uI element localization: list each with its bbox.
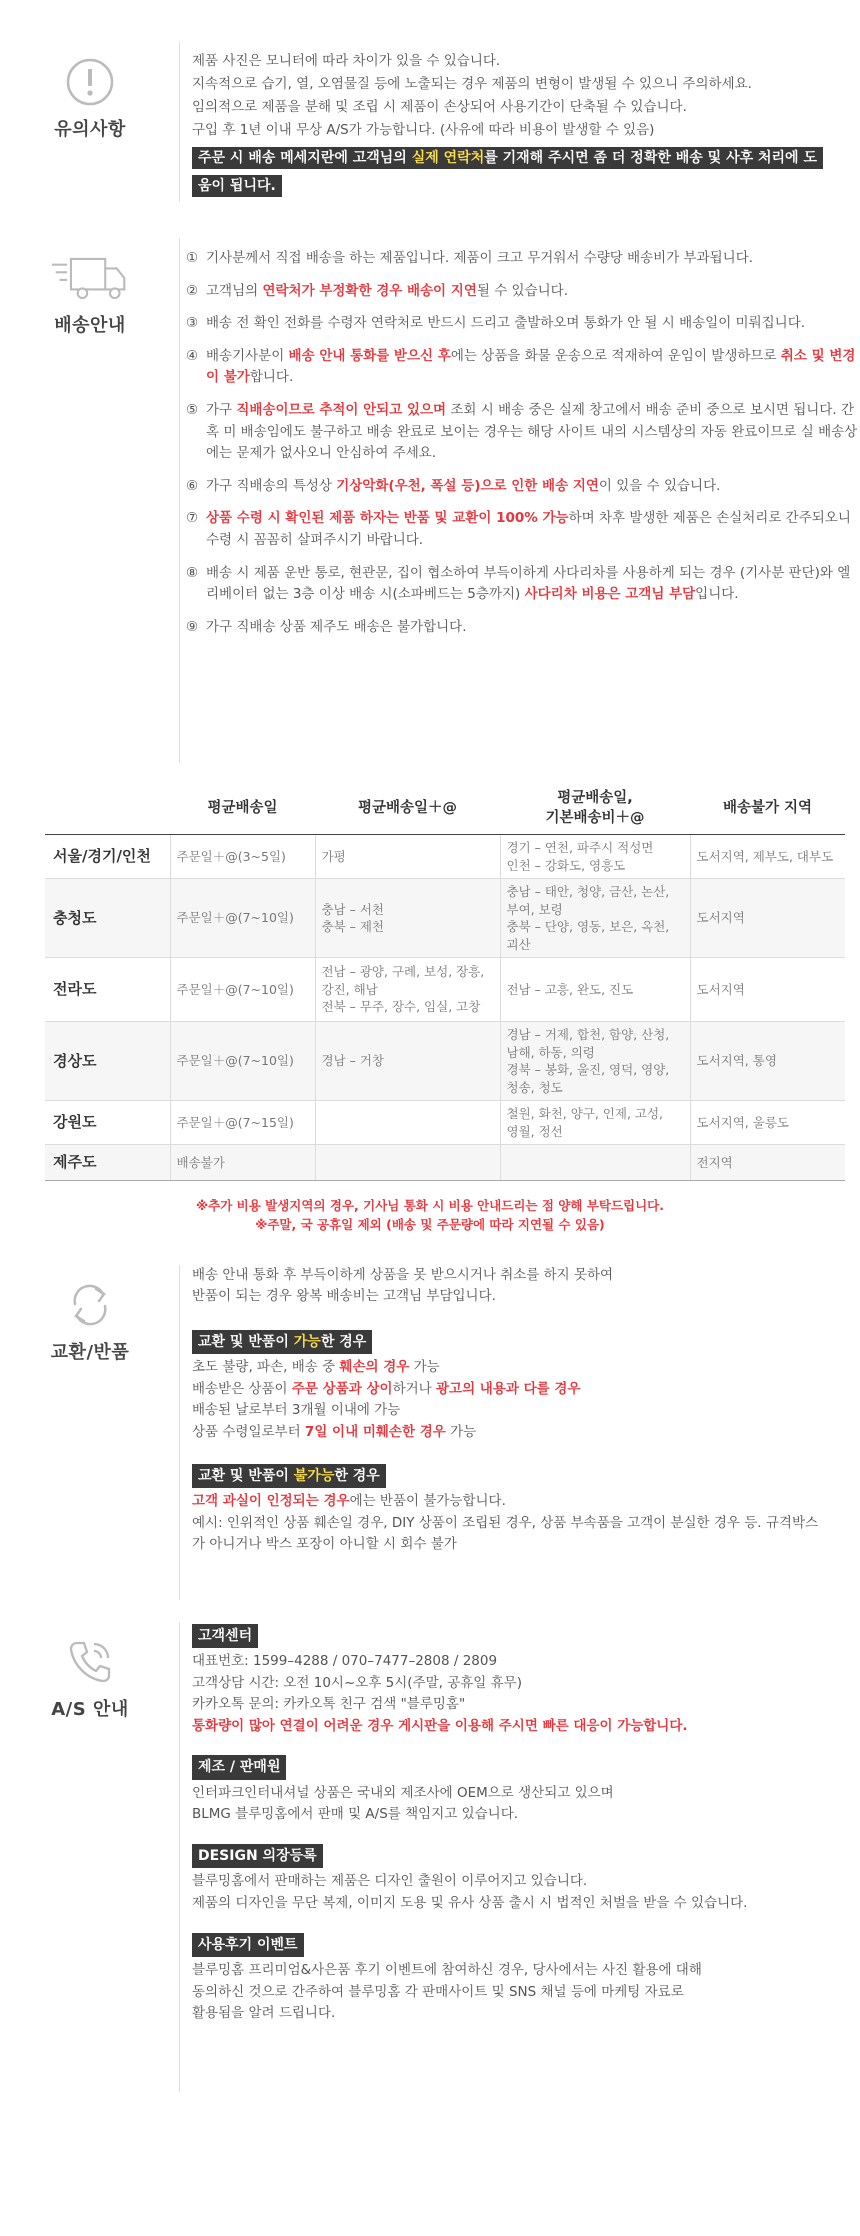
item-text: [206, 400, 860, 465]
table-cell: 도서지역, 제부도, 대부도: [690, 835, 845, 879]
design-line: 제품의 디자인을 무단 복제, 이미지 도용 및 유사 상품 출시 시 법적인 처벌을 받을 수 있습니다.: [192, 1894, 748, 1911]
text-segment: 가구 직배송 상품 제주도 배송은 불가합니다.: [206, 618, 467, 635]
shipping-content: [180, 238, 860, 763]
item-number: ⑨: [186, 618, 199, 635]
table-cell: 도서지역: [690, 958, 845, 1022]
exchange-intro: 반품이 되는 경우 왕복 배송비는 고객님 부담입니다.: [192, 1288, 496, 1305]
exclamation-circle-icon: [50, 52, 130, 112]
table-row: [45, 835, 845, 879]
red-emphasis-text: 7일 이내 미훼손한 경우: [304, 1423, 446, 1440]
table-cell: [315, 1145, 500, 1181]
text-segment: 초도 불량, 파손, 배송 중: [192, 1359, 340, 1376]
red-emphasis-text: 배송 안내 통화를 받으신 후: [288, 347, 451, 364]
cell-line: 충남 – 태안, 청양, 금산, 논산,: [506, 884, 670, 900]
table-row: [45, 1145, 845, 1181]
region-cell: 서울/경기/인천: [45, 835, 170, 879]
text-segment: 될 수 있습니다.: [476, 282, 569, 299]
table-notes: [0, 1197, 860, 1235]
table-row: [45, 879, 845, 958]
cell-line: 괴산: [506, 936, 531, 952]
exchange-possible-list: [192, 1357, 826, 1443]
text-segment: 배송받은 상품이: [192, 1380, 292, 1397]
caution-line: 제품 사진은 모니터에 따라 차이가 있을 수 있습니다.: [192, 53, 501, 69]
list-item: [186, 508, 860, 551]
table-cell: [500, 1022, 690, 1101]
table-header: 평균배송일, 기본배송비＋@: [500, 783, 690, 835]
list-item: [192, 1357, 826, 1379]
list-item: [186, 476, 860, 498]
table-cell: [500, 1101, 690, 1145]
text-segment: 하며 차후 발생한 제품은 손실처리로 간주되오니 수령 시 꼼꼼히 살펴주시기 바랍니다.: [206, 510, 851, 548]
cell-line: 충북 – 단양, 영동, 보은, 옥천,: [506, 919, 670, 935]
cs-line: 고객상담 시간: 오전 10시~오후 5시(주말, 공휴일 휴무): [192, 1674, 522, 1691]
caution-line: 임의적으로 제품을 분해 및 조립 시 제품이 손상되어 사용기간이 단축될 수 있습니다.: [192, 99, 687, 115]
item-number: ⑦: [186, 510, 199, 527]
table-cell: 도서지역, 울릉도: [690, 1101, 845, 1145]
table-cell: 주문일＋@(7~10일): [170, 1022, 315, 1101]
exchange-intro: 배송 안내 통화 후 부득이하게 상품을 못 받으시거나 취소를 하지 못하여: [192, 1266, 614, 1283]
table-cell: [500, 835, 690, 879]
cell-line: 가평: [321, 848, 346, 864]
delivery-truck-icon: [50, 248, 130, 308]
cs-notice: 통화량이 많아 연결이 어려운 경우 게시판을 이용해 주시면 빠른 대응이 가능합니다.: [192, 1717, 688, 1734]
region-cell: 전라도: [45, 958, 170, 1022]
cell-line: 전남 – 광양, 구례, 보성, 장흥,: [321, 964, 485, 980]
region-cell: 경상도: [45, 1022, 170, 1101]
table-row: [45, 1101, 845, 1145]
table-header: 배송불가 지역: [690, 783, 845, 835]
red-emphasis-text: 연락처가 부정확한 경우 배송이 지연: [262, 282, 477, 299]
cell-line: 철원, 화천, 양구, 인제, 고성,: [506, 1106, 664, 1122]
as-content: [180, 1622, 860, 2092]
item-text: [206, 281, 568, 303]
list-item: [186, 563, 860, 606]
text-segment: 배송기사분이: [206, 347, 289, 364]
table-cell: 도서지역: [690, 879, 845, 958]
caution-section: [0, 42, 860, 202]
divider: [179, 1265, 180, 1600]
table-cell: 배송불가: [170, 1145, 315, 1181]
review-line: 블루밍홈 프리미엄&사은품 후기 이벤트에 참여하신 경우, 당사에서는 사진 활용에 대해: [192, 1961, 702, 1978]
red-emphasis-text: 사다리차 비용은 고객님 부담: [524, 586, 696, 603]
note-line: ※추가 비용 발생지역의 경우, 기사님 통화 시 비용 안내드리는 점 양해 부탁드립니다.: [196, 1198, 664, 1214]
as-section: [0, 1622, 860, 2092]
list-item: [186, 248, 860, 270]
exchange-possible-tag: 교환 및 반품이 가능한 경우: [192, 1330, 372, 1354]
table-cell: [315, 1022, 500, 1101]
item-text: [206, 617, 467, 639]
review-event-tag: 사용후기 이벤트: [192, 1933, 304, 1957]
cell-line: 경기 – 연천, 파주시 적성면: [506, 840, 654, 856]
red-emphasis-text: 고객 과실이 인정되는 경우: [192, 1492, 350, 1509]
text-segment: 상품 수령일로부터: [192, 1423, 305, 1440]
divider: [179, 238, 180, 763]
review-line: 동의하신 것으로 간주하여 블루밍홈 각 판매사이트 및 SNS 채널 등에 마케팅 자료로: [192, 1983, 684, 2000]
table-cell: 주문일＋@(7~10일): [170, 879, 315, 958]
exchange-section: [0, 1265, 860, 1600]
list-item: [192, 1513, 826, 1556]
text-segment: 가능: [445, 1423, 477, 1440]
item-text: [206, 248, 753, 270]
table-header-row: [45, 783, 845, 835]
cell-line: 전남 – 고흥, 완도, 진도: [506, 981, 634, 997]
text-segment: 에는 상품을 화물 운송으로 적재하여 운임이 발생하므로: [450, 347, 781, 364]
highlight-keyword: 실제 연락처: [411, 150, 485, 166]
caution-line: 구입 후 1년 이내 무상 A/S가 가능합니다. (사유에 따라 비용이 발생할 수 있음): [192, 122, 655, 138]
item-number: ⑧: [186, 564, 199, 581]
divider: [179, 1622, 180, 2092]
cell-line: 경남 – 거제, 합천, 함양, 산청,: [506, 1027, 670, 1043]
list-item: [186, 617, 860, 639]
text-segment: 합니다.: [249, 369, 294, 386]
table-row: [45, 958, 845, 1022]
text-segment: 예시: 인위적인 상품 훼손일 경우, DIY 상품이 조립된 경우, 상품 부속품을 고객이 분실한 경우 등. 규격박스가 아니거나 박스 포장이 아니할 시 회수 불가: [192, 1514, 819, 1553]
table-cell: 주문일＋@(7~15일): [170, 1101, 315, 1145]
region-cell: 충청도: [45, 879, 170, 958]
as-side: [0, 1622, 180, 2092]
item-number: ④: [186, 347, 199, 364]
exchange-label: 교환/반품: [50, 1341, 130, 1363]
shipping-list: [186, 248, 860, 638]
text-segment: 가능: [409, 1359, 440, 1376]
table-header: 평균배송일＋@: [315, 783, 500, 835]
phone-icon: [50, 1632, 130, 1692]
text-segment: 고객님의: [206, 282, 263, 299]
table-cell: 주문일＋@(7~10일): [170, 958, 315, 1022]
manufacturer-tag: 제조 / 판매원: [192, 1755, 286, 1779]
item-number: ⑥: [186, 477, 199, 494]
red-emphasis-text: 훼손의 경우: [339, 1359, 410, 1376]
caution-label: 유의사항: [54, 119, 126, 140]
as-label: A/S 안내: [51, 1698, 129, 1720]
exchange-content: [180, 1265, 860, 1600]
list-item: [192, 1379, 826, 1401]
cell-line: 부여, 보령: [506, 901, 563, 917]
exchange-arrows-icon: [50, 1275, 130, 1335]
red-emphasis-text: 광고의 내용과 다를 경우: [435, 1380, 581, 1397]
table-row: [45, 1022, 845, 1101]
cell-line: 강진, 해남: [321, 981, 378, 997]
text-segment: 가구 직배송의 특성상: [206, 477, 337, 494]
shipping-region-table: [45, 783, 845, 1181]
table-cell: [315, 879, 500, 958]
cs-line: 대표번호: 1599–4288 / 070–7477–2808 / 2809: [192, 1653, 498, 1670]
design-line: 블루밍홈에서 판매하는 제품은 디자인 출원이 이루어지고 있습니다.: [192, 1873, 588, 1890]
text-segment: 입니다.: [695, 586, 739, 603]
item-number: ⑤: [186, 401, 199, 418]
cell-line: 전북 – 무주, 장수, 임실, 고창: [321, 999, 481, 1015]
table-cell: 주문일＋@(3~5일): [170, 835, 315, 879]
table-cell: [500, 879, 690, 958]
table-cell: 도서지역, 통영: [690, 1022, 845, 1101]
cell-line: 인천 – 강화도, 영흥도: [506, 857, 626, 873]
list-item: [186, 400, 860, 465]
maker-line: 인터파크인터내셔널 상품은 국내외 제조사에 OEM으로 생산되고 있으며: [192, 1784, 614, 1801]
table-cell: [315, 835, 500, 879]
text-segment: 배송된 날로부터 3개월 이내에 가능: [192, 1402, 401, 1419]
table-cell: [315, 958, 500, 1022]
divider: [179, 42, 180, 202]
caution-line: 지속적으로 습기, 열, 오염물질 등에 노출되는 경우 제품의 변형이 발생될 수 있으니 주의하세요.: [192, 76, 752, 92]
list-item: [186, 281, 860, 303]
caution-content: [180, 42, 860, 202]
red-emphasis-text: 기상악화(우천, 폭설 등)으로 인한 배송 지연: [336, 477, 599, 494]
shipping-side: [0, 238, 180, 763]
cell-line: 남해, 하동, 의령: [506, 1044, 595, 1060]
item-number: ③: [186, 315, 199, 332]
cs-line: 카카오톡 문의: 카카오톡 친구 검색 "블루밍홈": [192, 1696, 466, 1713]
exchange-side: [0, 1265, 180, 1600]
text-segment: 기사분께서 직접 배송을 하는 제품입니다. 제품이 크고 무거워서 수량당 배송비가 부과됩니다.: [206, 250, 754, 266]
region-cell: 강원도: [45, 1101, 170, 1145]
caution-highlight: 주문 시 배송 메세지란에 고객님의 실제 연락처를 기재해 주시면 좀 더 정확한 배송 및 사후 처리에 도움이 됩니다.: [192, 147, 823, 197]
item-number: ②: [186, 282, 199, 299]
table-cell: [500, 958, 690, 1022]
table-cell: 전지역: [690, 1145, 845, 1181]
red-emphasis-text: 직배송이므로 추적이 안되고 있으며: [236, 401, 447, 418]
text-segment: 가구: [206, 401, 237, 418]
shipping-section: [0, 238, 860, 763]
item-text: [206, 346, 860, 389]
cell-line: 청송, 청도: [506, 1079, 563, 1095]
note-line: ※주말, 국 공휴일 제외 (배송 및 주문량에 따라 지연될 수 있음): [255, 1216, 605, 1232]
list-item: [186, 346, 860, 389]
text-segment: 하거나: [392, 1380, 436, 1397]
text-segment: 배송 전 확인 전화를 수령자 연락처로 반드시 드리고 출발하오며 통화가 안 될 시 배송일이 미뤄집니다.: [206, 315, 806, 332]
design-registration-tag: DESIGN 의장등록: [192, 1844, 323, 1868]
customer-center-tag: 고객센터: [192, 1624, 258, 1648]
text-segment: 에는 반품이 불가능합니다.: [349, 1492, 506, 1509]
red-emphasis-text: 취소 및 변경이 불가: [206, 347, 856, 386]
maker-line: BLMG 블루밍홈에서 판매 및 A/S를 책임지고 있습니다.: [192, 1806, 519, 1823]
list-item: [192, 1422, 826, 1444]
red-emphasis-text: 주문 상품과 상이: [291, 1380, 393, 1397]
shipping-label: 배송안내: [54, 315, 126, 336]
item-text: [206, 313, 805, 335]
cell-line: 충북 – 제천: [321, 919, 384, 935]
review-line: 활용됨을 알려 드립니다.: [192, 2005, 336, 2022]
red-emphasis-text: 상품 수령 시 확인된 제품 하자는 반품 및 교환이 100% 가능: [206, 510, 569, 527]
caution-side: [0, 42, 180, 202]
exchange-impossible-tag: 교환 및 반품이 불가능한 경우: [192, 1464, 386, 1488]
list-item: [186, 313, 860, 335]
cell-line: 충남 – 서천: [321, 901, 384, 917]
cell-line: 영월, 정선: [506, 1123, 563, 1139]
item-text: [206, 508, 860, 551]
cell-line: 경북 – 봉화, 울진, 영덕, 영양,: [506, 1062, 670, 1078]
table-header: [45, 783, 170, 835]
table-cell: [500, 1145, 690, 1181]
item-text: [206, 563, 860, 606]
text-segment: 조회 시 배송 중은 실제 창고에서 배송 준비 중으로 보시면 됩니다. 간혹 미 배송임에도 불구하고 배송 완료로 보이는 경우는 해당 사이트 내의 시스템상의 자동 완료이므로 실 배송상에는 문제가 없사오니 안심하여 주세요.: [206, 401, 858, 462]
cell-line: 경남 – 거창: [321, 1053, 384, 1069]
table-cell: [315, 1101, 500, 1145]
table-header: 평균배송일: [170, 783, 315, 835]
exchange-impossible-list: [192, 1491, 826, 1556]
region-cell: 제주도: [45, 1145, 170, 1181]
text-segment: 이 있을 수 있습니다.: [598, 477, 721, 494]
item-text: [206, 476, 720, 498]
text-segment: 배송 시 제품 운반 통로, 현관문, 집이 협소하여 부득이하게 사다리차를 사용하게 되는 경우 (기사분 판단)와 엘리베이터 없는 3층 이상 배송 시(소파베드는 5층까지): [206, 564, 851, 603]
list-item: [192, 1491, 826, 1513]
list-item: [192, 1400, 826, 1422]
item-number: ①: [186, 250, 199, 266]
